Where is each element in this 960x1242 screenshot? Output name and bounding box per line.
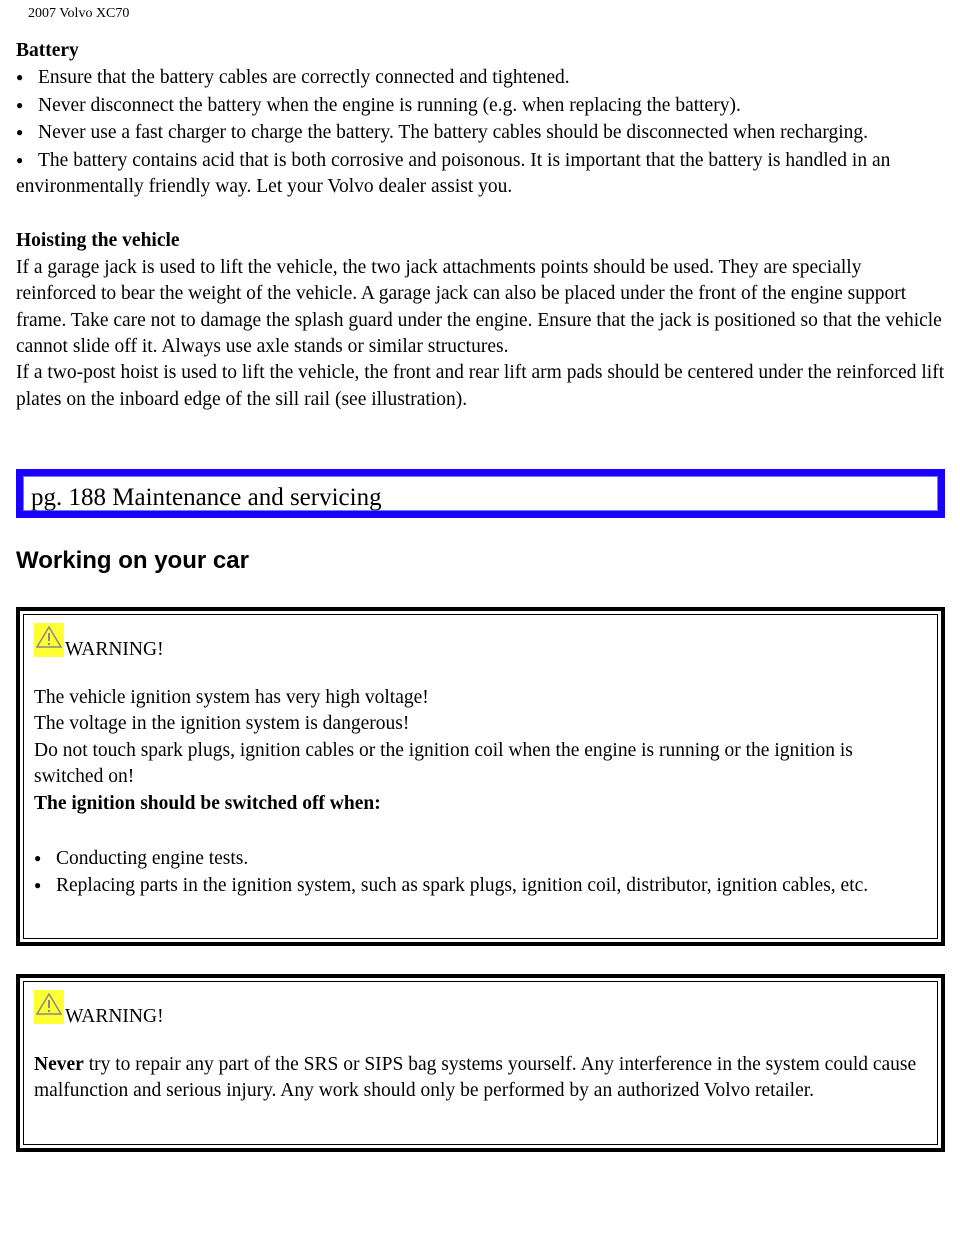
hoisting-heading: Hoisting the vehicle [16,230,180,252]
battery-bullet: ● The battery contains acid that is both corrosive and poisonous. It is important that the battery is handled in an environmentally friendly way. Let your Volvo dealer assist you. [16,147,946,201]
page-number-label: pg. 188 Maintenance and servicing [31,484,382,511]
page-number-box [16,469,945,518]
battery-and-hoisting-section [16,38,946,413]
warning-body: try to repair any part of the SRS or SIPS bag systems yourself. Any interference in the system could cause malfunction and serious injury. Any work should only be performed by an authorized Volvo retailer. [34,1054,917,1102]
warning-triangle-icon [34,623,64,657]
battery-bullet: ● Never disconnect the battery when the engine is running (e.g. when replacing the battery). [16,92,946,119]
warning-text: The voltage in the ignition system is dangerous! [34,713,410,735]
warning-triangle-icon [34,990,64,1024]
warning-text [34,1052,925,1105]
warning-bullet: ● Conducting engine tests. [34,845,925,872]
warning-text: Do not touch spark plugs, ignition cables or the ignition coil when the engine is running or the ignition is switched on! [34,739,853,788]
hoisting-paragraph: If a two-post hoist is used to lift the vehicle, the front and rear lift arm pads should be centered under the reinforced lift plates on the inboard edge of the sill rail (see illustration). [16,362,945,410]
battery-heading: Battery [16,40,79,61]
warning-text: The vehicle ignition system has very high voltage! [34,687,429,708]
warning-bold-word: Never [34,1054,84,1075]
section-title: Working on your car [16,547,249,574]
warning-title: WARNING! [65,1006,164,1027]
srs-warning-box [16,974,945,1152]
ignition-warning-box [16,607,945,946]
battery-bullet: ● Ensure that the battery cables are correctly connected and tightened. [16,64,946,91]
battery-bullet: ● Never use a fast charger to charge the battery. The battery cables should be disconnected when recharging. [16,119,946,146]
warning-bold-text: The ignition should be switched off when: [34,792,381,814]
warning-bullet: ● Replacing parts in the ignition system, such as spark plugs, ignition coil, distributor, ignition cables, etc. [34,872,925,899]
warning-title: WARNING! [65,639,164,660]
hoisting-paragraph: If a garage jack is used to lift the vehicle, the two jack attachments points should be used. They are specially reinforced to bear the weight of the vehicle. A garage jack can also be placed under the front of the engine support frame. Take care not to damage the splash guard under the engine. Ensure that the jack is positioned so that the vehicle cannot slide off it. Always use axle stands or similar structures. [16,256,942,358]
document-header: 2007 Volvo XC70 [28,6,130,21]
